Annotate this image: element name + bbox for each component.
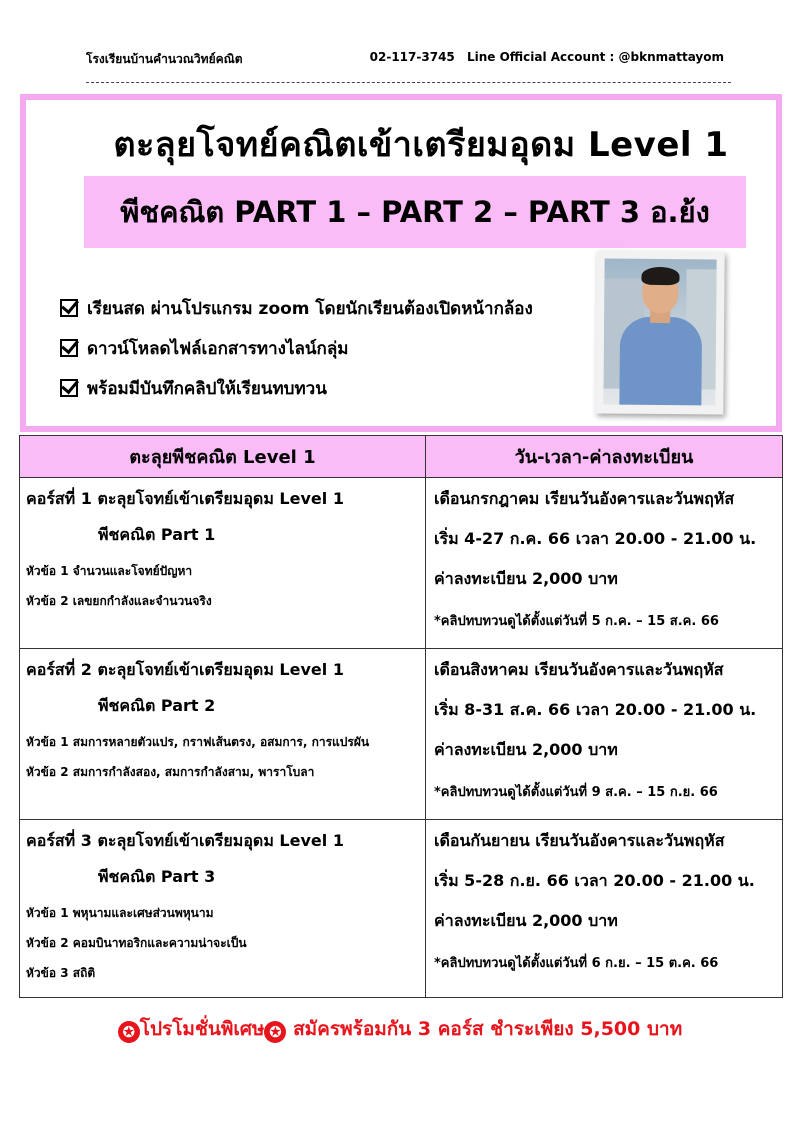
feature-text: เรียนสด ผ่านโปรแกรม zoom โดยนักเรียนต้องเปิดหน้ากล้อง [87, 298, 533, 319]
schedule-fee: ค่าลงทะเบียน 2,000 บาท [434, 911, 618, 930]
course-title: คอร์สที่ 3 ตะลุยโจทย์เข้าเตรียมอุดม Level 1 [26, 831, 344, 850]
schedule-dates: เริ่ม 5-28 ก.ย. 66 เวลา 20.00 - 21.00 น. [434, 871, 755, 890]
checkbox-checked-icon [60, 379, 78, 397]
line-account: Line Official Account : @bknmattayom [466, 50, 724, 64]
banner-subtitle: พีชคณิต PART 1 – PART 2 – PART 3 อ.ย้ง [120, 195, 710, 229]
course-topic: หัวข้อ 1 พหุนามและเศษส่วนพหุนาม [26, 906, 214, 920]
table-row [20, 820, 783, 998]
feature-item [60, 328, 533, 368]
course-topic: หัวข้อ 2 คอมบินาทอริกและความน่าจะเป็น [26, 936, 247, 950]
course-topic: หัวข้อ 2 สมการกำลังสอง, สมการกำลังสาม, พาราโบลา [26, 765, 315, 779]
banner-title: ตะลุยโจทย์คณิตเข้าเตรียมอุดม Level 1 [113, 125, 729, 165]
page-header [86, 50, 736, 70]
schedule-cell [426, 820, 783, 998]
course-title: คอร์สที่ 1 ตะลุยโจทย์เข้าเตรียมอุดม Level 1 [26, 489, 344, 508]
course-topic: หัวข้อ 1 จำนวนและโจทย์ปัญหา [26, 564, 193, 578]
schedule-dates: เริ่ม 8-31 ส.ค. 66 เวลา 20.00 - 21.00 น. [434, 700, 757, 719]
school-name: โรงเรียนบ้านคำนวณวิทย์คณิต [86, 52, 243, 66]
schedule-cell [426, 478, 783, 649]
course-topic: หัวข้อ 3 สถิติ [26, 966, 96, 980]
schedule-note: *คลิปทบทวนดูได้ตั้งแต่วันที่ 9 ส.ค. – 15 ก.ย. 66 [434, 785, 718, 800]
course-table [19, 435, 783, 998]
feature-list [60, 288, 533, 408]
circled-star-icon: ✪ [264, 1021, 286, 1043]
teacher-photo [595, 250, 724, 414]
teacher-portrait [603, 259, 716, 406]
schedule-cell [426, 649, 783, 820]
course-cell [20, 649, 426, 820]
schedule-note: *คลิปทบทวนดูได้ตั้งแต่วันที่ 5 ก.ค. – 15 ส.ค. 66 [434, 614, 719, 629]
schedule-fee: ค่าลงทะเบียน 2,000 บาท [434, 740, 618, 759]
course-title: คอร์สที่ 2 ตะลุยโจทย์เข้าเตรียมอุดม Level 1 [26, 660, 344, 679]
promo-text: สมัครพร้อมกัน 3 คอร์ส ชำระเพียง 5,500 บาท [293, 1018, 683, 1040]
course-topic: หัวข้อ 1 สมการหลายตัวแปร, กราฟเส้นตรง, อสมการ, การแปรผัน [26, 735, 370, 749]
course-cell [20, 820, 426, 998]
table-row [20, 478, 783, 649]
schedule-dates: เริ่ม 4-27 ก.ค. 66 เวลา 20.00 - 21.00 น. [434, 529, 757, 548]
course-banner [20, 94, 782, 432]
feature-item [60, 288, 533, 328]
feature-text: พร้อมมีบันทึกคลิปให้เรียนทบทวน [87, 378, 327, 399]
checkbox-checked-icon [60, 299, 78, 317]
course-part: พีชคณิต Part 1 [98, 525, 216, 544]
course-part: พีชคณิต Part 2 [98, 696, 216, 715]
schedule-note: *คลิปทบทวนดูได้ตั้งแต่วันที่ 6 ก.ย. – 15 ต.ค. 66 [434, 956, 719, 971]
schedule-month: เดือนกันยายน เรียนวันอังคารและวันพฤหัส [434, 831, 725, 850]
feature-text: ดาวน์โหลดไฟล์เอกสารทางไลน์กลุ่ม [87, 338, 349, 359]
course-topic: หัวข้อ 2 เลขยกกำลังและจำนวนจริง [26, 594, 212, 608]
schedule-fee: ค่าลงทะเบียน 2,000 บาท [434, 569, 618, 588]
promo-label: โปรโมชั่นพิเศษ [139, 1018, 265, 1040]
contact-info [362, 50, 724, 64]
header-divider [86, 82, 731, 83]
circled-star-icon: ✪ [118, 1021, 140, 1043]
promotion-banner [0, 1014, 800, 1044]
phone-number: 02-117-3745 [369, 50, 455, 64]
schedule-month: เดือนกรกฎาคม เรียนวันอังคารและวันพฤหัส [434, 489, 735, 508]
course-part: พีชคณิต Part 3 [98, 867, 216, 886]
course-cell [20, 478, 426, 649]
schedule-month: เดือนสิงหาคม เรียนวันอังคารและวันพฤหัส [434, 660, 724, 679]
table-row [20, 649, 783, 820]
feature-item [60, 368, 533, 408]
table-header-schedule: วัน-เวลา-ค่าลงทะเบียน [426, 436, 783, 478]
subtitle-box [84, 176, 746, 248]
table-header-course: ตะลุยพีชคณิต Level 1 [20, 436, 426, 478]
checkbox-checked-icon [60, 339, 78, 357]
